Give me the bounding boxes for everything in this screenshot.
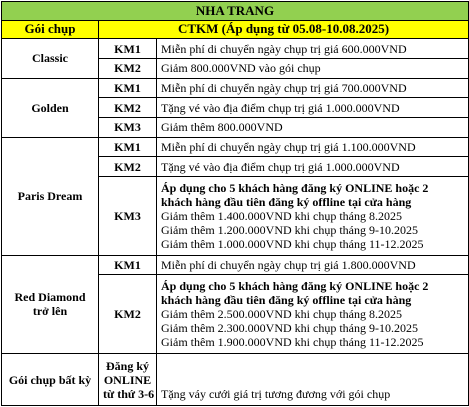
table-row (2, 354, 469, 406)
package-paris-dream: Paris Dream (2, 137, 99, 255)
package-name-line: trở lên (32, 304, 68, 319)
header-package: Gói chụp (2, 20, 99, 39)
promo-description: Giảm 800.000VND vào gói chụp (157, 58, 469, 78)
promo-code: KM3 (99, 176, 157, 255)
condition-line: ONLINE (103, 372, 152, 387)
header-promotion: CTKM (Áp dụng từ 05.08-10.08.2025) (99, 20, 469, 39)
promo-code: KM2 (99, 157, 157, 177)
condition-line: Đăng ký (105, 358, 149, 373)
table-row (2, 255, 469, 275)
promo-code: KM2 (99, 58, 157, 78)
promo-condition-line: Áp dụng cho 5 khách hàng đăng ký ONLINE hoặc 2 (161, 180, 429, 195)
package-golden: Golden (2, 78, 99, 137)
promo-description: Tặng vé vào địa điểm chụp trị giá 1.000.000VND (157, 157, 469, 177)
promo-description: Miễn phí di chuyển ngày chụp trị giá 1.800.000VND (157, 255, 469, 275)
table-row (2, 78, 469, 98)
promo-description (157, 176, 469, 255)
promo-description: Miễn phí di chuyển ngày chụp trị giá 700.000VND (157, 78, 469, 98)
promo-condition-line: khách hàng đầu tiên đăng ký offline tại cửa hàng (161, 293, 412, 308)
promo-condition (99, 354, 157, 406)
promo-description: Giảm thêm 800.000VND (157, 117, 469, 137)
promo-description: Miễn phí di chuyển ngày chụp trị giá 1.100.000VND (157, 137, 469, 157)
promo-code: KM1 (99, 137, 157, 157)
promo-code: KM3 (99, 117, 157, 137)
promo-discount-line: Giảm thêm 1.000.000VND khi chụp tháng 11-12.2025 (161, 236, 424, 251)
promo-description: Miễn phí di chuyển ngày chụp trị giá 600.000VND (157, 39, 469, 59)
promo-code: KM1 (99, 78, 157, 98)
title-row (2, 2, 469, 21)
promo-description: Tặng vé vào địa điểm chụp trị giá 1.000.000VND (157, 98, 469, 118)
promo-discount-line: Giảm thêm 1.200.000VND khi chụp tháng 9-10.2025 (161, 222, 418, 237)
package-name-line: Red Diamond (14, 290, 86, 305)
package-red-diamond (2, 255, 99, 353)
promo-discount-line: Giảm thêm 1.400.000VND khi chụp tháng 8.2025 (161, 208, 402, 223)
promo-code: KM1 (99, 255, 157, 275)
table-row (2, 39, 469, 59)
package-classic: Classic (2, 39, 99, 78)
table-row (2, 137, 469, 157)
promo-condition-line: khách hàng đầu tiên đăng ký offline tại cửa hàng (161, 194, 412, 209)
promo-condition-line: Áp dụng cho 5 khách hàng đăng ký ONLINE hoặc 2 (161, 279, 429, 294)
promo-code: KM2 (99, 98, 157, 118)
promo-discount-line: Giảm thêm 1.900.000VND khi chụp tháng 11-12.2025 (161, 335, 424, 350)
promo-code: KM2 (99, 275, 157, 354)
promotion-table (1, 1, 469, 406)
promo-description: Tặng váy cưới giá trị tương đương với gói chụp (157, 354, 469, 406)
header-row (2, 20, 469, 39)
package-any: Gói chụp bất kỳ (2, 354, 99, 406)
promo-description (157, 275, 469, 354)
promo-discount-line: Giảm thêm 2.300.000VND khi chụp tháng 9-10.2025 (161, 321, 418, 336)
condition-line: từ thứ 3-6 (103, 386, 155, 401)
promo-discount-line: Giảm thêm 2.500.000VND khi chụp tháng 8.2025 (161, 307, 402, 322)
table-title: NHA TRANG (2, 2, 469, 21)
promo-code: KM1 (99, 39, 157, 59)
